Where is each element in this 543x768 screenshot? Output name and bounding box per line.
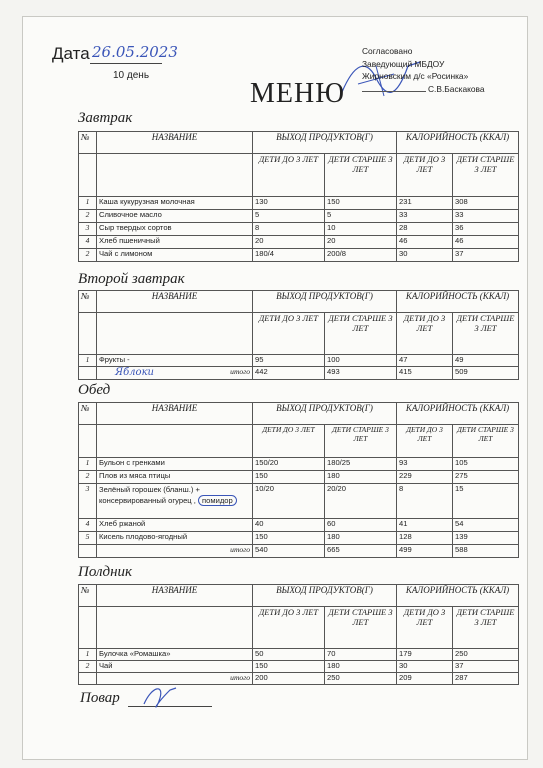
total-label: итого bbox=[97, 673, 253, 685]
col-calories: КАЛОРИЙНОСТЬ (ККАЛ) bbox=[397, 291, 519, 313]
col-cal-under3: ДЕТИ ДО 3 ЛЕТ bbox=[397, 313, 453, 355]
date-label: Дата bbox=[52, 44, 90, 63]
table-row: 3 Сыр твердых сортов 8 10 28 36 bbox=[79, 223, 519, 236]
cook-signature bbox=[140, 682, 180, 712]
page-title: МЕНЮ bbox=[250, 78, 345, 109]
table-row: 2 Чай с лимоном 180/4 200/8 30 37 bbox=[79, 249, 519, 262]
col-calories: КАЛОРИЙНОСТЬ (ККАЛ) bbox=[397, 585, 519, 607]
cook-label: Повар bbox=[80, 690, 120, 706]
col-cal-under3: ДЕТИ ДО 3 ЛЕТ bbox=[397, 607, 453, 649]
col-name: НАЗВАНИЕ bbox=[97, 403, 253, 425]
col-cal-under3: ДЕТИ ДО 3 ЛЕТ bbox=[397, 425, 453, 458]
col-output: ВЫХОД ПРОДУКТОВ(Г) bbox=[253, 132, 397, 154]
col-cal-under3: ДЕТИ ДО 3 ЛЕТ bbox=[397, 154, 453, 197]
table-row: 1 Каша кукурузная молочная 130 150 231 308 bbox=[79, 197, 519, 210]
approval-signer: С.В.Баскакова bbox=[428, 83, 485, 94]
table-row: 2 Плов из мяса птицы 150 180 229 275 bbox=[79, 471, 519, 484]
total-label: итого bbox=[97, 545, 253, 558]
col-over3: ДЕТИ СТАРШЕ 3 ЛЕТ bbox=[325, 425, 397, 458]
approval-signer-line bbox=[362, 83, 485, 96]
col-under3: ДЕТИ ДО 3 ЛЕТ bbox=[253, 425, 325, 458]
table-row: 1 Фрукты - 95 100 47 49 bbox=[79, 355, 519, 367]
col-no: № bbox=[79, 403, 97, 425]
total-label: итого bbox=[230, 367, 250, 376]
col-over3: ДЕТИ СТАРШЕ 3 ЛЕТ bbox=[325, 607, 397, 649]
total-row: Яблоки итого 442 493 415 509 bbox=[79, 367, 519, 380]
table-row: 1 Бульон с гренками 150/20 180/25 93 105 bbox=[79, 458, 519, 471]
col-no: № bbox=[79, 585, 97, 607]
col-cal-over3: ДЕТИ СТАРШЕ 3 ЛЕТ bbox=[453, 154, 519, 197]
section-title-breakfast: Завтрак bbox=[78, 110, 133, 126]
col-no: № bbox=[79, 132, 97, 154]
table-row: 4 Хлеб пшеничный 20 20 46 46 bbox=[79, 236, 519, 249]
section-title-snack: Полдник bbox=[78, 564, 133, 580]
breakfast-table bbox=[78, 131, 519, 262]
col-calories: КАЛОРИЙНОСТЬ (ККАЛ) bbox=[397, 132, 519, 154]
col-name: НАЗВАНИЕ bbox=[97, 291, 253, 313]
lunch-table bbox=[78, 402, 519, 558]
col-output: ВЫХОД ПРОДУКТОВ(Г) bbox=[253, 585, 397, 607]
table-row: 5 Кисель плодово-ягодный 150 180 128 139 bbox=[79, 532, 519, 545]
col-name: НАЗВАНИЕ bbox=[97, 132, 253, 154]
col-cal-over3: ДЕТИ СТАРШЕ 3 ЛЕТ bbox=[453, 607, 519, 649]
col-under3: ДЕТИ ДО 3 ЛЕТ bbox=[253, 313, 325, 355]
approval-line-2: Заведующий МБДОУ bbox=[362, 58, 445, 69]
approval-line-3: Жирновским д/с «Росинка» bbox=[362, 71, 469, 81]
table-row: 4 Хлеб ржаной 40 60 41 54 bbox=[79, 519, 519, 532]
section-title-second-breakfast: Второй завтрак bbox=[78, 271, 185, 287]
second-breakfast-table bbox=[78, 290, 519, 380]
table-row: 2 Сливочное масло 5 5 33 33 bbox=[79, 210, 519, 223]
col-cal-over3: ДЕТИ СТАРШЕ 3 ЛЕТ bbox=[453, 425, 519, 458]
date-underline bbox=[90, 63, 162, 64]
section-title-lunch: Обед bbox=[78, 382, 111, 398]
col-cal-over3: ДЕТИ СТАРШЕ 3 ЛЕТ bbox=[453, 313, 519, 355]
col-over3: ДЕТИ СТАРШЕ 3 ЛЕТ bbox=[325, 154, 397, 197]
total-row: итого 200 250 209 287 bbox=[79, 673, 519, 685]
approval-line-1: Согласовано bbox=[362, 46, 413, 56]
col-calories: КАЛОРИЙНОСТЬ (ККАЛ) bbox=[397, 403, 519, 425]
col-output: ВЫХОД ПРОДУКТОВ(Г) bbox=[253, 403, 397, 425]
table-row: 2 Чай 150 180 30 37 bbox=[79, 661, 519, 673]
handwritten-circled-item: помидор bbox=[198, 495, 237, 506]
signature-blank bbox=[362, 91, 426, 92]
day-label: 10 день bbox=[113, 70, 150, 81]
approval-block bbox=[362, 45, 485, 95]
col-no: № bbox=[79, 291, 97, 313]
col-output: ВЫХОД ПРОДУКТОВ(Г) bbox=[253, 291, 397, 313]
handwritten-fruit: Яблоки bbox=[115, 367, 154, 378]
total-row: итого 540 665 499 588 bbox=[79, 545, 519, 558]
table-row: 3 Зелёный горошек (бланш.) + консервированный огурец , помидор 10/20 20/20 8 15 bbox=[79, 484, 519, 519]
col-over3: ДЕТИ СТАРШЕ 3 ЛЕТ bbox=[325, 313, 397, 355]
table-row: 1 Булочка «Ромашка» 50 70 179 250 bbox=[79, 649, 519, 661]
col-name: НАЗВАНИЕ bbox=[97, 585, 253, 607]
date-value: 26.05.2023 bbox=[92, 43, 178, 61]
col-under3: ДЕТИ ДО 3 ЛЕТ bbox=[253, 607, 325, 649]
col-under3: ДЕТИ ДО 3 ЛЕТ bbox=[253, 154, 325, 197]
snack-table bbox=[78, 584, 519, 685]
